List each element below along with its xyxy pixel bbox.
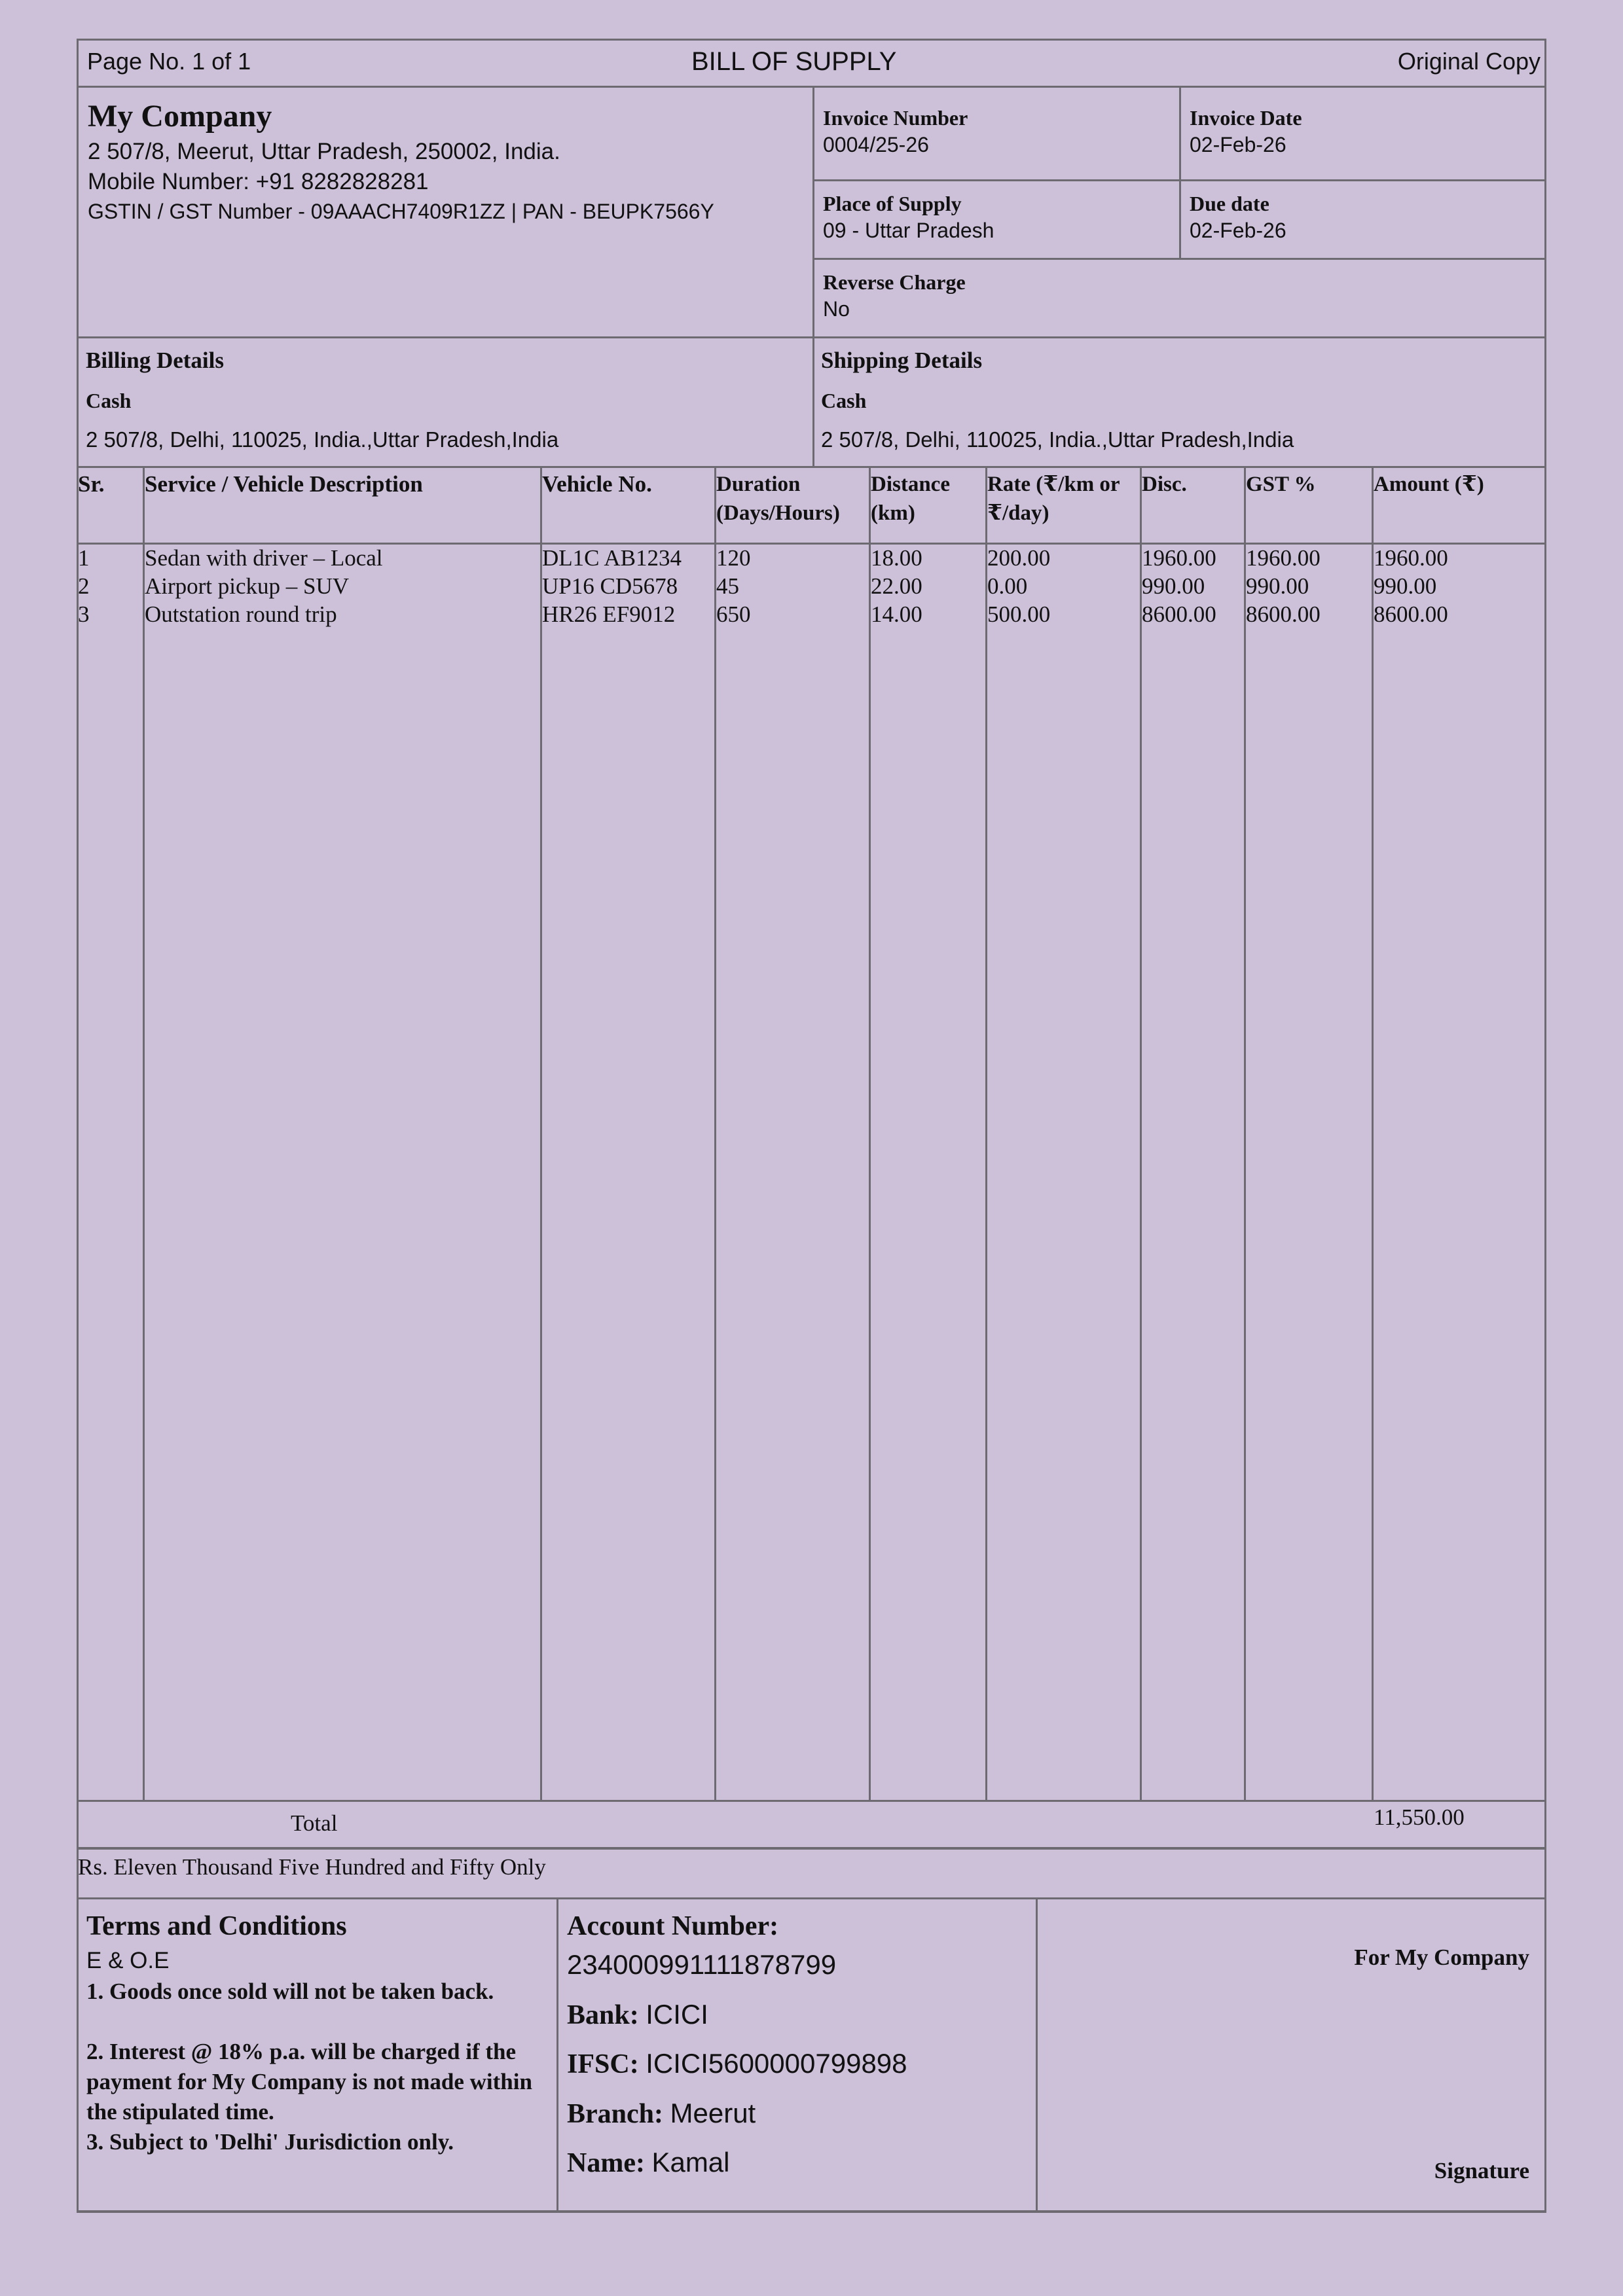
cell-gst: 8600.00 <box>1246 601 1321 627</box>
ifsc-row <box>567 2049 907 2079</box>
cell-sr: 2 <box>78 573 90 599</box>
cell-gst: 990.00 <box>1246 573 1309 599</box>
shipping-heading: Shipping Details <box>821 348 983 373</box>
account-name-row <box>567 2147 730 2178</box>
ifsc-code: ICICI5600000799898 <box>646 2048 907 2079</box>
cell-sr: 1 <box>78 545 90 571</box>
company-mobile: Mobile Number: +91 8282828281 <box>88 169 429 194</box>
company-gstin: GSTIN / GST Number - 09AAACH7409R1ZZ | PAN - BEUPK7566Y <box>88 200 714 223</box>
cell-discount: 990.00 <box>1142 573 1205 599</box>
terms-item: 1. Goods once sold will not be taken back. <box>86 1979 494 2004</box>
due-date: 02-Feb-26 <box>1190 219 1286 242</box>
bank-name: ICICI <box>646 1999 708 2030</box>
cell-gst: 1960.00 <box>1246 545 1321 571</box>
cell-description: Airport pickup – SUV <box>145 573 350 599</box>
terms-heading: Terms and Conditions <box>86 1911 347 1941</box>
cell-distance: 14.00 <box>871 601 922 627</box>
cell-amount: 8600.00 <box>1374 601 1448 627</box>
for-company: For My Company <box>1354 1945 1529 1970</box>
cell-distance: 22.00 <box>871 573 922 599</box>
col-header-discount: Disc. <box>1142 473 1187 496</box>
branch-row <box>567 2098 756 2129</box>
invoice-number-label: Invoice Number <box>823 106 968 130</box>
terms-item: 3. Subject to 'Delhi' Jurisdiction only. <box>86 2129 454 2155</box>
col-header-rate: Rate (₹/km or ₹/day) <box>987 473 1120 525</box>
total-value: 11,550.00 <box>1374 1804 1465 1830</box>
signature-label: Signature <box>1434 2158 1529 2183</box>
cell-amount: 1960.00 <box>1374 545 1448 571</box>
place-of-supply-label: Place of Supply <box>823 192 962 215</box>
account-name-label: Name: <box>567 2148 645 2178</box>
cell-discount: 8600.00 <box>1142 601 1216 627</box>
billing-name: Cash <box>86 389 132 412</box>
cell-description: Sedan with driver – Local <box>145 545 383 571</box>
copy-type: Original Copy <box>1397 48 1541 75</box>
terms-eoe: E & O.E <box>86 1948 170 1973</box>
ifsc-label: IFSC: <box>567 2049 639 2079</box>
cell-description: Outstation round trip <box>145 601 337 627</box>
account-number-label: Account Number: <box>567 1911 779 1941</box>
cell-rate: 0.00 <box>987 573 1028 599</box>
cell-duration: 650 <box>716 601 751 627</box>
cell-amount: 990.00 <box>1374 573 1437 599</box>
company-name: My Company <box>88 99 272 134</box>
invoice-date-label: Invoice Date <box>1190 106 1302 130</box>
document-title: BILL OF SUPPLY <box>691 47 897 76</box>
account-number: 234000991111878799 <box>567 1949 837 1980</box>
amount-in-words: Rs. Eleven Thousand Five Hundred and Fifty Only <box>78 1854 546 1880</box>
invoice-number: 0004/25-26 <box>823 133 929 156</box>
col-header-duration: Duration (Days/Hours) <box>716 473 840 525</box>
bank-row <box>567 2000 708 2030</box>
reverse-charge: No <box>823 297 850 321</box>
cell-discount: 1960.00 <box>1142 545 1216 571</box>
company-address: 2 507/8, Meerut, Uttar Pradesh, 250002, India. <box>88 139 560 164</box>
account-name: Kamal <box>651 2147 730 2178</box>
branch-name: Meerut <box>670 2098 756 2128</box>
cell-rate: 200.00 <box>987 545 1051 571</box>
cell-distance: 18.00 <box>871 545 922 571</box>
cell-duration: 45 <box>716 573 739 599</box>
shipping-name: Cash <box>821 389 867 412</box>
col-header-description: Service / Vehicle Description <box>145 471 423 497</box>
page-number: Page No. 1 of 1 <box>87 48 251 75</box>
billing-address: 2 507/8, Delhi, 110025, India.,Uttar Pradesh,India <box>86 427 559 452</box>
col-header-sr: Sr. <box>78 471 105 497</box>
cell-sr: 3 <box>78 601 90 627</box>
cell-vehicle-no: DL1C AB1234 <box>542 545 682 571</box>
cell-vehicle-no: HR26 EF9012 <box>542 601 676 627</box>
due-date-label: Due date <box>1190 192 1269 215</box>
total-label: Total <box>291 1810 338 1836</box>
col-header-vehicle-no: Vehicle No. <box>542 471 652 497</box>
col-header-amount: Amount (₹) <box>1374 473 1484 496</box>
terms-item: 2. Interest @ 18% p.a. will be charged if the payment for My Company is not made within the stipulated time. <box>86 2039 532 2125</box>
invoice-date: 02-Feb-26 <box>1190 133 1286 156</box>
cell-rate: 500.00 <box>987 601 1051 627</box>
col-header-gst: GST % <box>1246 473 1316 496</box>
col-header-distance: Distance (km) <box>871 473 950 525</box>
cell-duration: 120 <box>716 545 751 571</box>
reverse-charge-label: Reverse Charge <box>823 270 966 294</box>
billing-heading: Billing Details <box>86 348 224 373</box>
bank-label: Bank: <box>567 2000 639 2030</box>
branch-label: Branch: <box>567 2099 663 2129</box>
cell-vehicle-no: UP16 CD5678 <box>542 573 678 599</box>
place-of-supply: 09 - Uttar Pradesh <box>823 219 994 242</box>
shipping-address: 2 507/8, Delhi, 110025, India.,Uttar Pradesh,India <box>821 427 1294 452</box>
